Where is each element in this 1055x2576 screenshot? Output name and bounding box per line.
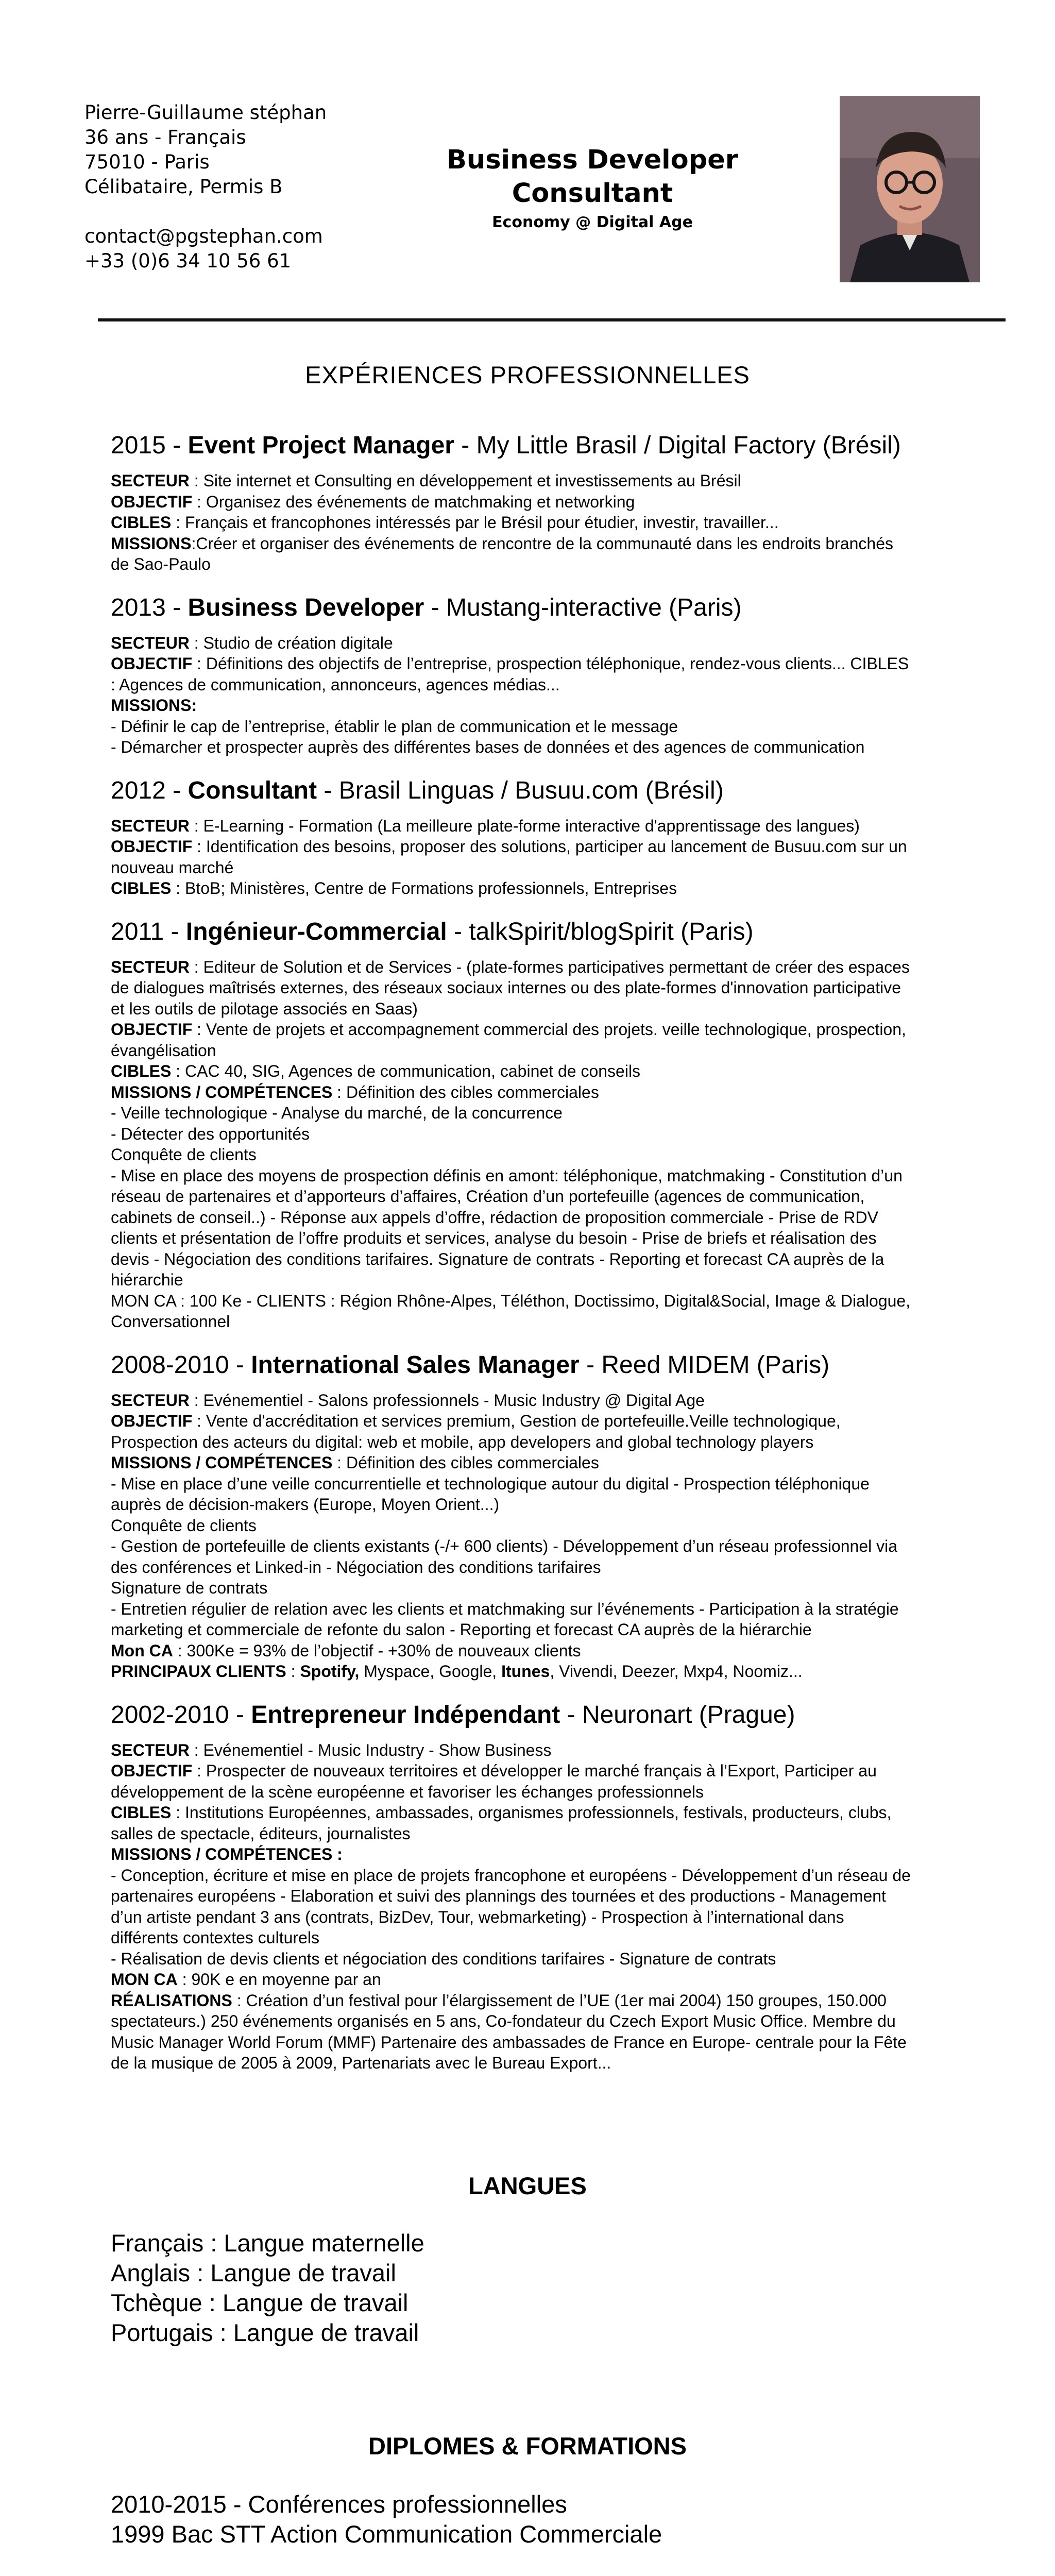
experience-line bbox=[111, 1411, 986, 1432]
detail-label: PRINCIPAUX CLIENTS bbox=[111, 1662, 286, 1681]
experience-line bbox=[111, 1082, 986, 1103]
detail-text: : Définitions des objectifs de l’entreprise, prospection téléphonique, rendez-vous clients... CIBLES bbox=[192, 654, 909, 673]
detail-text: nouveau marché bbox=[111, 858, 234, 877]
experience-header-text: 2013 - bbox=[111, 594, 188, 621]
detail-text: - Veille technologique - Analyse du marché, de la concurrence bbox=[111, 1104, 563, 1122]
experience-header-text: - talkSpirit/blogSpirit (Paris) bbox=[447, 918, 754, 945]
experience-role: Entrepreneur Indépendant bbox=[251, 1701, 560, 1728]
contact-city: 75010 - Paris bbox=[84, 151, 210, 173]
detail-text: - Détecter des opportunités bbox=[111, 1124, 310, 1143]
detail-text: Signature de contrats bbox=[111, 1579, 268, 1597]
contact-email[interactable]: contact@pgstephan.com bbox=[84, 225, 323, 247]
detail-text: , Vivendi, Deezer, Mxp4, Noomiz... bbox=[550, 1662, 803, 1681]
detail-label: SECTEUR bbox=[111, 1391, 190, 1410]
detail-text: - Démarcher et prospecter auprès des différentes bases de données et des agences de communication bbox=[111, 738, 865, 756]
detail-text: : Vente de projets et accompagnement commercial des projets. veille technologique, prospection, bbox=[192, 1020, 906, 1039]
detail-label: CIBLES bbox=[111, 513, 172, 532]
detail-label: MISSIONS / COMPÉTENCES bbox=[111, 1082, 333, 1101]
contact-gap bbox=[84, 199, 394, 224]
experience-line bbox=[111, 1619, 986, 1640]
experience-details bbox=[111, 1390, 986, 1682]
experience-details bbox=[111, 470, 986, 575]
experience-line bbox=[111, 1865, 986, 1886]
experience-line bbox=[111, 492, 986, 513]
headline bbox=[392, 143, 793, 233]
detail-text: Conversationnel bbox=[111, 1312, 230, 1331]
detail-text: hiérarchie bbox=[111, 1270, 183, 1289]
experience-role: Event Project Manager bbox=[188, 432, 454, 459]
experience-line bbox=[111, 1249, 986, 1270]
experience-header-text: 2002-2010 - bbox=[111, 1701, 251, 1728]
experience-line bbox=[111, 737, 986, 758]
detail-text: : Organisez des événements de matchmaking et networking bbox=[192, 492, 635, 511]
detail-text: d’un artiste pendant 3 ans (contrats, BizDev, Tour, webmarketing) - Prospection à l’international dans bbox=[111, 1907, 844, 1926]
experience-line bbox=[111, 533, 986, 554]
detail-text: différents contextes culturels bbox=[111, 1928, 319, 1947]
language-item: Français : Langue maternelle bbox=[111, 2229, 424, 2257]
detail-text: de dialogues maîtrisés externes, des réseaux sociaux internes ou des plate-formes d'innovation participative bbox=[111, 978, 901, 997]
detail-text: : Définition des cibles commerciales bbox=[332, 1453, 599, 1472]
detail-label: MON CA bbox=[111, 1970, 178, 1989]
detail-text: spectateurs.) 250 événements organisés en 5 ans, Co-fondateur du Czech Export Music Office. Membre du bbox=[111, 2012, 896, 2030]
experience-details bbox=[111, 633, 986, 758]
detail-label: SECTEUR bbox=[111, 633, 190, 652]
detail-label: MISSIONS bbox=[111, 534, 192, 553]
language-item: Tchèque : Langue de travail bbox=[111, 2289, 409, 2316]
contact-status: Célibataire, Permis B bbox=[84, 176, 283, 198]
language-item: Portugais : Langue de travail bbox=[111, 2319, 419, 2346]
experience-header bbox=[111, 430, 986, 461]
detail-text: salles de spectacle, éditeurs, journalistes bbox=[111, 1824, 411, 1843]
experience-header-text: - My Little Brasil / Digital Factory (Brésil) bbox=[454, 432, 901, 459]
experience-line bbox=[111, 674, 986, 696]
experience-line bbox=[111, 1452, 986, 1473]
experience-line bbox=[111, 1186, 986, 1207]
contact-name: Pierre-Guillaume stéphan bbox=[84, 101, 327, 124]
experience-line bbox=[111, 836, 986, 857]
detail-label: CIBLES bbox=[111, 1803, 172, 1822]
detail-text: : Prospecter de nouveaux territoires et développer le marché français à l’Export, Participer au bbox=[192, 1761, 877, 1780]
experience-line bbox=[111, 1061, 986, 1082]
detail-text: : Vente d'accréditation et services premium, Gestion de portefeuille.Veille technologique, bbox=[192, 1412, 841, 1430]
diplomas-list bbox=[111, 2489, 662, 2549]
detail-text: : E-Learning - Formation (La meilleure plate-forme interactive d'apprentissage des langues) bbox=[189, 816, 860, 835]
detail-text: évangélisation bbox=[111, 1041, 216, 1060]
detail-label: RÉALISATIONS bbox=[111, 1991, 232, 2010]
experience-line bbox=[111, 2032, 986, 2053]
detail-text: cabinets de conseil..) - Réponse aux appels d’offre, rédaction de proposition commerciale - Prise de RDV bbox=[111, 1208, 878, 1227]
detail-text: : 90K e en moyenne par an bbox=[177, 1970, 381, 1989]
experience-line bbox=[111, 1269, 986, 1291]
experience-line bbox=[111, 1040, 986, 1061]
experience-line bbox=[111, 633, 986, 654]
language-item: Anglais : Langue de travail bbox=[111, 2259, 396, 2286]
experience-line bbox=[111, 1782, 986, 1803]
detail-text: : Agences de communication, annonceurs, agences médias... bbox=[111, 675, 560, 694]
experience-line bbox=[111, 1494, 986, 1515]
languages-list bbox=[111, 2228, 424, 2348]
experience-role: International Sales Manager bbox=[251, 1351, 580, 1379]
detail-text: de Sao-Paulo bbox=[111, 555, 211, 573]
experience-role: Consultant bbox=[188, 776, 317, 804]
experience-entry bbox=[111, 430, 986, 575]
experience-line bbox=[111, 695, 986, 716]
detail-text: : Evénementiel - Music Industry - Show Business bbox=[189, 1740, 552, 1759]
detail-label: CIBLES bbox=[111, 879, 172, 897]
detail-label: SECTEUR bbox=[111, 816, 190, 835]
detail-label: OBJECTIF bbox=[111, 492, 193, 511]
experience-line bbox=[111, 998, 986, 1020]
detail-text: clients et présentation de l’offre produits et services, analyse du besoin - Prise de briefs et réalisation des bbox=[111, 1229, 877, 1247]
experience-line bbox=[111, 857, 986, 878]
experiences-title: EXPÉRIENCES PROFESSIONNELLES bbox=[305, 361, 750, 388]
headline-subtitle: Economy @ Digital Age bbox=[492, 213, 693, 231]
detail-text: : Studio de création digitale bbox=[189, 633, 393, 652]
detail-text: :Créer et organiser des événements de rencontre de la communauté dans les endroits branchés bbox=[191, 534, 894, 553]
experience-line bbox=[111, 816, 986, 837]
contact-phone[interactable]: +33 (0)6 34 10 56 61 bbox=[84, 250, 292, 272]
experience-line bbox=[111, 1969, 986, 1990]
contact-block bbox=[84, 100, 394, 274]
experience-line bbox=[111, 470, 986, 492]
detail-text: : Editeur de Solution et de Services - (plate-formes participatives permettant de créer des espaces bbox=[189, 957, 910, 976]
experience-entry bbox=[111, 1700, 986, 2074]
experience-entry bbox=[111, 592, 986, 758]
experience-line bbox=[111, 1473, 986, 1495]
experience-header-text: 2008-2010 - bbox=[111, 1351, 251, 1379]
experience-details bbox=[111, 957, 986, 1332]
detail-text: développement de la scène européenne et favoriser les échanges professionnels bbox=[111, 1782, 704, 1801]
experience-line bbox=[111, 653, 986, 674]
experience-line bbox=[111, 1990, 986, 2011]
detail-text: Conquête de clients bbox=[111, 1516, 257, 1535]
experience-line bbox=[111, 716, 986, 737]
detail-label: OBJECTIF bbox=[111, 1412, 193, 1430]
detail-label: Itunes bbox=[501, 1662, 550, 1681]
profile-photo bbox=[840, 96, 980, 282]
detail-text: marketing et commerciale de refonte du salon - Reporting et forecast CA auprès de la hiérarchie bbox=[111, 1620, 812, 1639]
experience-line bbox=[111, 957, 986, 978]
experience-header bbox=[111, 775, 986, 806]
detail-label: OBJECTIF bbox=[111, 837, 193, 856]
profile-photo-portrait bbox=[840, 96, 980, 282]
experience-line bbox=[111, 1291, 986, 1312]
experience-line bbox=[111, 1124, 986, 1145]
detail-text: - Définir le cap de l’entreprise, établir le plan de communication et le message bbox=[111, 717, 678, 736]
detail-text: et les outils de pilotage associés en Saas) bbox=[111, 999, 418, 1018]
experiences-list bbox=[111, 430, 986, 2091]
detail-text: - Gestion de portefeuille de clients existants (-/+ 600 clients) - Développement d’un réseau professionnel via bbox=[111, 1537, 898, 1555]
detail-text: : Institutions Européennes, ambassades, organismes professionnels, festivals, producteurs, clubs, bbox=[171, 1803, 892, 1822]
experience-line bbox=[111, 1432, 986, 1453]
experience-role: Business Developer bbox=[188, 594, 424, 621]
experience-line bbox=[111, 1844, 986, 1865]
detail-text: - Entretien régulier de relation avec les clients et matchmaking sur l’événements - Participation à la stratégie bbox=[111, 1599, 899, 1618]
experience-header-text: - Brasil Linguas / Busuu.com (Brésil) bbox=[317, 776, 724, 804]
experience-line bbox=[111, 1019, 986, 1040]
detail-text: - Réalisation de devis clients et négociation des conditions tarifaires - Signature de contrats bbox=[111, 1949, 776, 1968]
detail-text: devis - Négociation des conditions tarifaires. Signature de contrats - Reporting et forecast CA auprès de la bbox=[111, 1249, 884, 1268]
experience-line bbox=[111, 1536, 986, 1557]
experience-details bbox=[111, 1740, 986, 2074]
detail-label: OBJECTIF bbox=[111, 1020, 193, 1039]
diploma-item: 2010-2015 - Conférences professionnelles bbox=[111, 2490, 567, 2518]
diploma-item: 1999 Bac STT Action Communication Commerciale bbox=[111, 2520, 662, 2548]
detail-label: MISSIONS: bbox=[111, 696, 197, 715]
experience-line bbox=[111, 1640, 986, 1662]
experience-line bbox=[111, 1165, 986, 1187]
experience-header bbox=[111, 592, 986, 623]
detail-label: SECTEUR bbox=[111, 471, 190, 490]
detail-label: MISSIONS / COMPÉTENCES : bbox=[111, 1845, 343, 1863]
languages-title: LANGUES bbox=[468, 2172, 587, 2199]
detail-text: réseau de partenaires et d’apporteurs d’affaires, Création d’un portefeuille (agences de communication, bbox=[111, 1187, 865, 1206]
experience-line bbox=[111, 1823, 986, 1844]
experience-line bbox=[111, 1927, 986, 1948]
experience-details bbox=[111, 816, 986, 899]
contact-age-nationality: 36 ans - Français bbox=[84, 126, 246, 148]
experience-line bbox=[111, 2053, 986, 2074]
experience-header bbox=[111, 917, 986, 947]
detail-label: SECTEUR bbox=[111, 957, 190, 976]
experience-line bbox=[111, 1103, 986, 1124]
detail-text: : Evénementiel - Salons professionnels - Music Industry @ Digital Age bbox=[189, 1391, 705, 1410]
detail-text: Prospection des acteurs du digital: web et mobile, app developers and global technology players bbox=[111, 1432, 814, 1451]
experience-line bbox=[111, 878, 986, 899]
diplomas-title: DIPLOMES & FORMATIONS bbox=[368, 2432, 687, 2460]
detail-text: : BtoB; Ministères, Centre de Formations professionnels, Entreprises bbox=[171, 879, 677, 897]
header-divider bbox=[98, 318, 1006, 321]
detail-text: : Français et francophones intéressés par le Brésil pour étudier, investir, travailler... bbox=[171, 513, 779, 532]
detail-label: SECTEUR bbox=[111, 1740, 190, 1759]
detail-text: auprès de décision-makers (Europe, Moyen Orient...) bbox=[111, 1495, 500, 1514]
detail-text: des conférences et Linked-in - Négociation des conditions tarifaires bbox=[111, 1557, 601, 1577]
experience-entry bbox=[111, 775, 986, 899]
experience-line bbox=[111, 977, 986, 998]
experience-role: Ingénieur-Commercial bbox=[185, 918, 447, 945]
experience-header-text: - Reed MIDEM (Paris) bbox=[579, 1351, 830, 1379]
detail-text: Myspace, Google, bbox=[359, 1662, 502, 1681]
experience-line bbox=[111, 512, 986, 533]
detail-text: - Conception, écriture et mise en place de projets francophone et européens - Développement d’un réseau de bbox=[111, 1866, 911, 1885]
experience-line bbox=[111, 1886, 986, 1907]
detail-label: OBJECTIF bbox=[111, 1761, 193, 1780]
experience-line bbox=[111, 1907, 986, 1928]
experience-entry bbox=[111, 1350, 986, 1682]
experience-header-text: 2011 - bbox=[111, 918, 186, 945]
experience-header-text: - Mustang-interactive (Paris) bbox=[424, 594, 742, 621]
detail-label: MISSIONS / COMPÉTENCES bbox=[111, 1453, 333, 1472]
detail-text: : CAC 40, SIG, Agences de communication, cabinet de conseils bbox=[171, 1062, 641, 1080]
experience-line bbox=[111, 1228, 986, 1249]
experience-line bbox=[111, 1390, 986, 1411]
detail-text: : Création d’un festival pour l’élargissement de l’UE (1er mai 2004) 150 groupes, 150.000 bbox=[232, 1991, 887, 2010]
detail-text: : Site internet et Consulting en développement et investissements au Brésil bbox=[189, 471, 741, 490]
detail-text: Conquête de clients bbox=[111, 1145, 257, 1164]
detail-label: OBJECTIF bbox=[111, 654, 193, 673]
experience-line bbox=[111, 1557, 986, 1578]
experience-header-text: 2012 - bbox=[111, 776, 188, 804]
experience-line bbox=[111, 1599, 986, 1620]
detail-text: : bbox=[286, 1662, 300, 1681]
experience-header bbox=[111, 1350, 986, 1381]
detail-text: - Mise en place des moyens de prospection définis en amont: téléphonique, matchmaking - Constitution d’un bbox=[111, 1166, 903, 1185]
experience-line bbox=[111, 2011, 986, 2032]
headline-title-line2: Consultant bbox=[512, 178, 673, 209]
detail-text: partenaires européens - Elaboration et suivi des plannings des tournées et des productions - Management bbox=[111, 1887, 886, 1905]
experience-line bbox=[111, 1578, 986, 1599]
experience-line bbox=[111, 1740, 986, 1761]
experience-line bbox=[111, 1144, 986, 1165]
experience-line bbox=[111, 1802, 986, 1823]
experience-line bbox=[111, 1207, 986, 1228]
headline-title-line1: Business Developer bbox=[447, 145, 738, 175]
experience-line bbox=[111, 1311, 986, 1332]
detail-text: MON CA : 100 Ke - CLIENTS : Région Rhône-Alpes, Téléthon, Doctissimo, Digital&Social, Image & Dialogue, bbox=[111, 1291, 911, 1310]
detail-label: Spotify, bbox=[300, 1662, 360, 1681]
experience-line bbox=[111, 1515, 986, 1536]
detail-text: : 300Ke = 93% de l’objectif - +30% de nouveaux clients bbox=[173, 1641, 581, 1660]
experience-header-text: - Neuronart (Prague) bbox=[560, 1701, 795, 1728]
experience-header-text: 2015 - bbox=[111, 432, 188, 459]
experience-entry bbox=[111, 917, 986, 1332]
detail-text: - Mise en place d’une veille concurrentielle et technologique autour du digital - Prospection téléphonique bbox=[111, 1474, 870, 1493]
experience-line bbox=[111, 1760, 986, 1782]
detail-label: CIBLES bbox=[111, 1062, 172, 1080]
detail-text: Music Manager World Forum (MMF) Partenaire des ambassades de France en Europe- centrale pour la Fête bbox=[111, 2032, 907, 2052]
experience-line bbox=[111, 1661, 986, 1682]
experience-line bbox=[111, 554, 986, 575]
detail-text: : Définition des cibles commerciales bbox=[332, 1082, 599, 1101]
experience-line bbox=[111, 1948, 986, 1970]
experience-header bbox=[111, 1700, 986, 1731]
detail-label: Mon CA bbox=[111, 1641, 173, 1660]
detail-text: : Identification des besoins, proposer des solutions, participer au lancement de Busuu.com sur un bbox=[192, 837, 907, 856]
detail-text: de la musique de 2005 à 2009, Partenariats avec le Bureau Export... bbox=[111, 2054, 611, 2072]
